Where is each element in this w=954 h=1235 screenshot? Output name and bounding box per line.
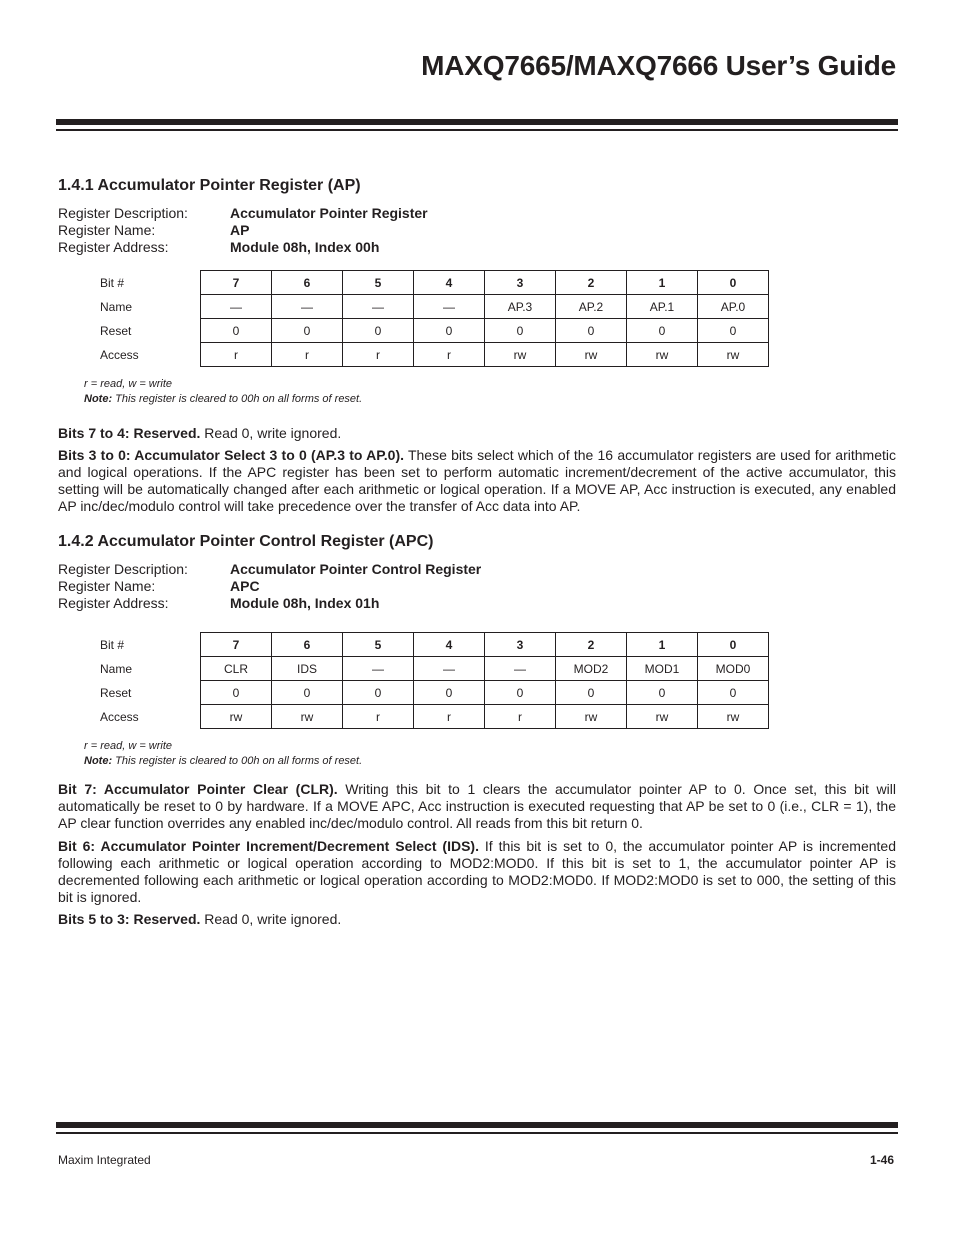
register-description-row xyxy=(58,205,428,222)
table-cell: 0 xyxy=(343,319,414,343)
table-cell: 1 xyxy=(627,633,698,657)
table-cell: 0 xyxy=(627,319,698,343)
info-value: Module 08h, Index 01h xyxy=(230,595,380,611)
register-info-apc xyxy=(58,561,481,612)
paragraph-body: These bits select which of the 16 accumulator registers are used for arithmetic and logical operations. If the APC register has been set to perform automatic increment/decrement of the active accumulator, this setting will be automatically changed after each arithmetic or logical operation. If a MOVE AP, Acc instruction is executed, any enabled AP inc/dec/modulo control will take precedence over the transfer of Acc data into AP. xyxy=(58,447,896,514)
table-row-name xyxy=(100,295,769,319)
paragraph-lead: Bit 6: Accumulator Pointer Increment/Decrement Select (IDS). xyxy=(58,838,479,854)
table-cell: — xyxy=(272,295,343,319)
table-cell: CLR xyxy=(201,657,272,681)
table-cell: r xyxy=(485,705,556,729)
table-cell: rw xyxy=(272,705,343,729)
page-number: 1-46 xyxy=(869,1153,894,1167)
table-cell: rw xyxy=(485,343,556,367)
paragraph-bits-3-0 xyxy=(58,447,896,515)
footer-rule-thick xyxy=(56,1122,898,1128)
footer-company: Maxim Integrated xyxy=(58,1153,151,1167)
table-cell: — xyxy=(201,295,272,319)
section-heading-ap: 1.4.1 Accumulator Pointer Register (AP) xyxy=(58,177,361,194)
register-note xyxy=(84,392,362,407)
register-description-row xyxy=(58,561,481,578)
table-cell: rw xyxy=(556,343,627,367)
paragraph-body: Read 0, write ignored. xyxy=(200,425,342,441)
row-label: Reset xyxy=(100,685,132,700)
header-rule-thin xyxy=(56,129,898,131)
table-cell: rw xyxy=(698,343,769,367)
access-legend: r = read, w = write xyxy=(84,740,173,752)
paragraph-bit-7-clr xyxy=(58,781,896,832)
row-label: Bit # xyxy=(100,637,125,652)
page-title: MAXQ7665/MAXQ7666 User’s Guide xyxy=(421,50,896,81)
table-cell: 0 xyxy=(556,319,627,343)
row-label: Name xyxy=(100,299,133,314)
info-value: Accumulator Pointer Register xyxy=(230,205,428,221)
table-cell: 6 xyxy=(272,271,343,295)
table-cell: r xyxy=(414,705,485,729)
paragraph-lead: Bit 7: Accumulator Pointer Clear (CLR). xyxy=(58,781,338,797)
info-label: Register Name: xyxy=(58,222,156,238)
table-cell: 0 xyxy=(627,681,698,705)
table-row-access xyxy=(100,705,769,729)
table-cell: rw xyxy=(698,705,769,729)
table-cell: 0 xyxy=(698,681,769,705)
table-cell: 1 xyxy=(627,271,698,295)
table-cell: r xyxy=(343,343,414,367)
table-cell: 2 xyxy=(556,271,627,295)
table-row-bit-number xyxy=(100,633,769,657)
register-address-row xyxy=(58,239,428,256)
table-cell: AP.2 xyxy=(556,295,627,319)
table-cell: r xyxy=(201,343,272,367)
table-cell: — xyxy=(414,657,485,681)
info-label: Register Description: xyxy=(58,205,188,221)
table-cell: 6 xyxy=(272,633,343,657)
paragraph-bits-7-4 xyxy=(58,425,896,442)
note-text: This register is cleared to 00h on all forms of reset. xyxy=(115,393,363,405)
table-cell: IDS xyxy=(272,657,343,681)
note-label: Note: xyxy=(84,393,113,405)
table-cell: 0 xyxy=(698,271,769,295)
bit-table-ap xyxy=(100,270,769,367)
info-value: AP xyxy=(230,222,250,238)
table-cell: 4 xyxy=(414,271,485,295)
table-cell: 5 xyxy=(343,271,414,295)
paragraph-lead: Bits 5 to 3: Reserved. xyxy=(58,911,201,927)
table-cell: 0 xyxy=(414,681,485,705)
info-value: APC xyxy=(230,578,260,594)
table-cell: 7 xyxy=(201,633,272,657)
table-cell: — xyxy=(485,657,556,681)
access-legend: r = read, w = write xyxy=(84,378,173,390)
note-label: Note: xyxy=(84,755,113,767)
info-label: Register Address: xyxy=(58,239,169,255)
paragraph-body: If this bit is set to 0, the accumulator pointer AP is incremented following each arithmetic or logical operation according to MOD2:MOD0. If this bit is set to 1, the accumulator pointer AP is decremented following each arithmetic or logical operation according to MOD2:MOD0. If MOD2:MOD0 is set to 000, the setting of this bit is ignored. xyxy=(58,838,896,905)
paragraph-lead: Bits 7 to 4: Reserved. xyxy=(58,425,201,441)
info-value: Accumulator Pointer Control Register xyxy=(230,561,482,577)
row-label: Reset xyxy=(100,323,132,338)
row-label: Access xyxy=(100,347,139,362)
paragraph-bits-5-3 xyxy=(58,911,896,928)
paragraph-bit-6-ids xyxy=(58,838,896,906)
table-row-bit-number xyxy=(100,271,769,295)
table-cell: 0 xyxy=(272,681,343,705)
table-cell: 0 xyxy=(343,681,414,705)
table-cell: AP.1 xyxy=(627,295,698,319)
register-name-row xyxy=(58,578,481,595)
table-cell: 0 xyxy=(698,319,769,343)
table-cell: rw xyxy=(627,343,698,367)
table-cell: rw xyxy=(201,705,272,729)
note-text: This register is cleared to 00h on all forms of reset. xyxy=(115,755,363,767)
register-note xyxy=(84,754,362,769)
table-cell: — xyxy=(343,657,414,681)
paragraph-body: Read 0, write ignored. xyxy=(200,911,342,927)
table-cell: 7 xyxy=(201,271,272,295)
table-row-reset xyxy=(100,319,769,343)
table-cell: — xyxy=(343,295,414,319)
table-cell: 0 xyxy=(485,319,556,343)
section-heading-apc: 1.4.2 Accumulator Pointer Control Register (APC) xyxy=(58,533,434,550)
table-row-reset xyxy=(100,681,769,705)
table-row-name xyxy=(100,657,769,681)
table-cell: 0 xyxy=(698,633,769,657)
table-cell: 5 xyxy=(343,633,414,657)
header-rule-thick xyxy=(56,119,898,125)
bit-table-apc xyxy=(100,632,769,729)
table-cell: r xyxy=(343,705,414,729)
table-cell: MOD1 xyxy=(627,657,698,681)
footer-rule-thin xyxy=(56,1132,898,1134)
table-cell: 0 xyxy=(272,319,343,343)
row-label: Bit # xyxy=(100,275,125,290)
table-cell: AP.3 xyxy=(485,295,556,319)
table-cell: r xyxy=(272,343,343,367)
register-address-row xyxy=(58,595,481,612)
info-value: Module 08h, Index 00h xyxy=(230,239,380,255)
table-cell: 4 xyxy=(414,633,485,657)
table-cell: 3 xyxy=(485,271,556,295)
table-cell: 0 xyxy=(201,681,272,705)
table-row-access xyxy=(100,343,769,367)
table-cell: — xyxy=(414,295,485,319)
table-cell: MOD0 xyxy=(698,657,769,681)
row-label: Name xyxy=(100,661,133,676)
table-cell: 3 xyxy=(485,633,556,657)
table-cell: 0 xyxy=(485,681,556,705)
paragraph-lead: Bits 3 to 0: Accumulator Select 3 to 0 (AP.3 to AP.0). xyxy=(58,447,404,463)
table-cell: 2 xyxy=(556,633,627,657)
table-cell: 0 xyxy=(414,319,485,343)
table-cell: AP.0 xyxy=(698,295,769,319)
register-info-ap xyxy=(58,205,428,256)
table-cell: MOD2 xyxy=(556,657,627,681)
info-label: Register Description: xyxy=(58,561,188,577)
table-cell: 0 xyxy=(556,681,627,705)
table-cell: rw xyxy=(627,705,698,729)
row-label: Access xyxy=(100,709,139,724)
info-label: Register Name: xyxy=(58,578,156,594)
table-cell: r xyxy=(414,343,485,367)
paragraph-body: Writing this bit to 1 clears the accumulator pointer AP to 0. Once set, this bit will automatically be reset to 0 by hardware. If a MOVE APC, Acc instruction is executed requesting that AP be set to 0 (i.e., CLR = 1), the AP clear function overrides any enabled inc/dec/modulo control. All reads from this bit return 0. xyxy=(58,781,896,831)
register-name-row xyxy=(58,222,428,239)
info-label: Register Address: xyxy=(58,595,169,611)
table-cell: 0 xyxy=(201,319,272,343)
table-cell: rw xyxy=(556,705,627,729)
